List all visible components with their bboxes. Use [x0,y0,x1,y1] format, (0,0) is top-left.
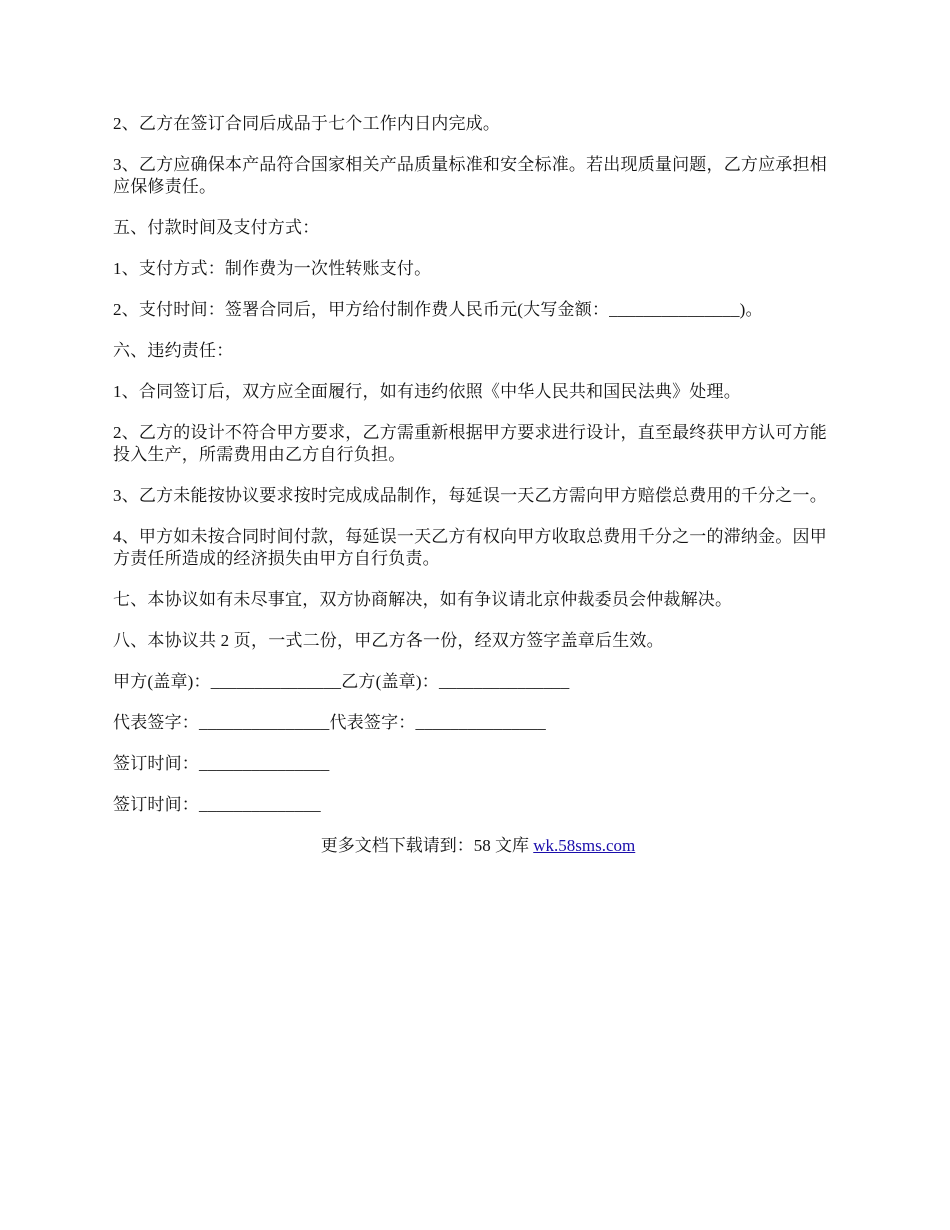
clause-5-1-payment-method: 1、支付方式：制作费为一次性转账支付。 [113,259,432,278]
clause-4-2-delivery: 2、乙方在签订合同后成品于七个工作内日内完成。 [113,114,501,133]
signature-seal-line: 甲方(盖章)：_______________乙方(盖章)：_______________ [113,672,570,691]
footer-prefix: 更多文档下载请到：58 文库 [320,836,534,855]
document-page [113,113,843,857]
signing-date-line-1: 签订时间：_______________ [113,754,330,773]
clause-4-3-quality: 3、乙方应确保本产品符合国家相关产品质量标准和安全标准。若出现质量问题，乙方应承担相应保修责任。 [113,155,827,196]
clause-6-4-late-payment: 4、甲方如未按合同时间付款，每延误一天乙方有权向甲方收取总费用千分之一的滞纳金。因甲方责任所造成的经济损失由甲方自行负责。 [113,527,827,568]
footer-link[interactable]: wk.58sms.com [533,836,636,855]
clause-6-3-delay-penalty: 3、乙方未能按协议要求按时完成成品制作，每延误一天乙方需向甲方赔偿总费用的千分之一。 [113,486,827,505]
clause-5-2-payment-time: 2、支付时间：签署合同后，甲方给付制作费人民币元(大写金额：_______________)。 [113,300,763,319]
signing-date-line-2: 签订时间：______________ [113,795,321,814]
representative-signature-line: 代表签字：_______________代表签字：_______________ [113,713,546,732]
download-footer [113,835,843,857]
clause-6-1-breach: 1、合同签订后，双方应全面履行，如有违约依照《中华人民共和国民法典》处理。 [113,382,741,401]
section-6-heading: 六、违约责任： [113,341,234,360]
clause-6-2-redesign: 2、乙方的设计不符合甲方要求，乙方需重新根据甲方要求进行设计，直至最终获甲方认可方能投入生产，所需费用由乙方自行负担。 [113,423,827,464]
section-5-heading: 五、付款时间及支付方式： [113,218,320,237]
section-8-effectiveness: 八、本协议共 2 页，一式二份，甲乙方各一份，经双方签字盖章后生效。 [113,631,664,650]
section-7-disputes: 七、本协议如有未尽事宜，双方协商解决，如有争议请北京仲裁委员会仲裁解决。 [113,590,733,609]
